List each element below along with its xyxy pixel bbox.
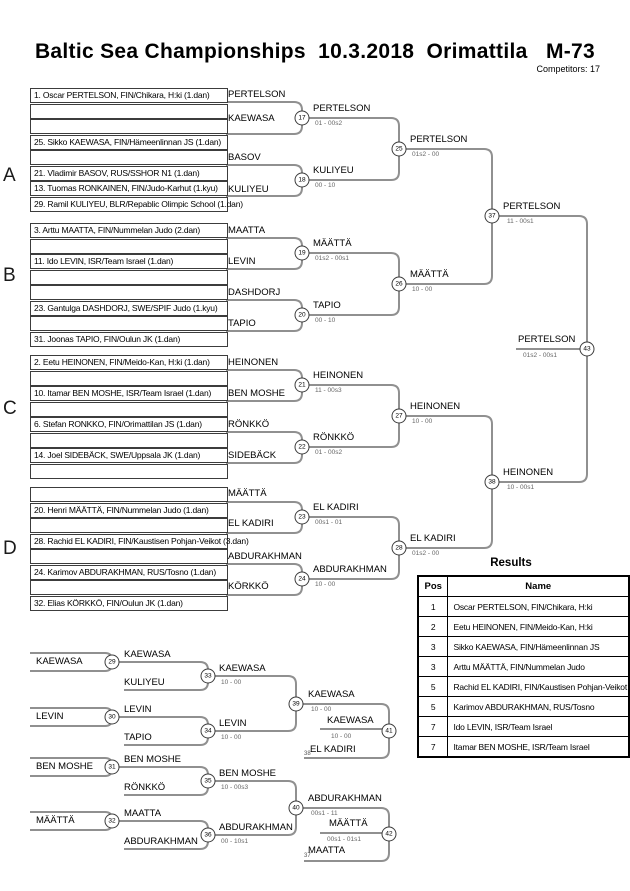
bracket-slot (30, 503, 228, 518)
bracket-slot-empty (30, 487, 228, 502)
match-score: 00 - 10 (315, 317, 336, 324)
match-circle-18 (295, 173, 310, 188)
entry-text: 2. Eetu HEINONEN, FIN/Meido-Kan, H:ki (1.dan) (34, 357, 210, 367)
match-number: 32 (108, 817, 116, 825)
bracket-slot-empty (30, 433, 228, 448)
match-circle-19 (295, 246, 310, 261)
bracket-slot-empty (30, 518, 228, 533)
bracket-slot (30, 254, 228, 269)
match-winner: PERTELSON (410, 134, 468, 145)
result-pos: 1 (418, 597, 448, 617)
bracket-slot (30, 355, 228, 370)
match-circle-29 (105, 655, 120, 670)
result-name: Itamar BEN MOSHE, ISR/Team Israel (448, 737, 629, 758)
match-circle-40 (289, 801, 304, 816)
advancer-label: MÄÄTTÄ (228, 488, 267, 499)
result-name: Arttu MÄÄTTÄ, FIN/Nummelan Judo (448, 657, 629, 677)
match-number: 41 (385, 727, 393, 735)
result-pos: 5 (418, 677, 448, 697)
results-title: Results (490, 557, 532, 569)
match-circle-23 (295, 510, 310, 525)
bracket-slot-empty (30, 150, 228, 165)
match-circle-24 (295, 572, 310, 587)
bracket-slot-empty (30, 270, 228, 285)
bronze-winner: MÄÄTTÄ (329, 818, 368, 829)
section-label-c: C (3, 398, 17, 419)
table-row (418, 637, 629, 657)
match-circle-27 (392, 409, 407, 424)
match-number: 25 (395, 145, 403, 153)
rep-slot: KAEWASA (124, 649, 171, 660)
sf-connector (399, 149, 492, 284)
match-winner: EL KADIRI (313, 502, 359, 513)
match-circle-25 (392, 142, 407, 157)
table-row (418, 677, 629, 697)
match-circle-31 (105, 760, 120, 775)
table-row (418, 597, 629, 617)
match-number: 20 (298, 311, 306, 319)
match-number: 34 (204, 727, 212, 735)
rep-entrant: KAEWASA (36, 656, 83, 667)
match-score: 01 - 00s2 (315, 449, 343, 456)
match-score: 10 - 00 (412, 286, 433, 293)
rep-slot: TAPIO (124, 732, 152, 743)
bracket-slot (30, 596, 228, 611)
entry-text: 13. Tuomas RONKAINEN, FIN/Judo-Karhut (1.kyu) (34, 183, 218, 193)
section-label-b: B (3, 265, 16, 286)
match-circle-39 (289, 697, 304, 712)
match-number: 38 (488, 478, 496, 486)
match-circle-20 (295, 308, 310, 323)
match-winner: RÖNKKÖ (313, 432, 355, 443)
entry-text: 21. Vladimir BASOV, RUS/SSHOR N1 (1.dan) (34, 167, 200, 178)
competitors-count: Competitors: 17 (536, 64, 600, 74)
bracket-slot (30, 181, 228, 196)
advancer-label: MAATTA (228, 225, 266, 236)
bracket-slot (30, 565, 228, 580)
match-winner: PERTELSON (503, 201, 561, 212)
match-circle-38 (485, 475, 500, 490)
bracket-slot (30, 197, 243, 212)
advancer-label: BEN MOSHE (228, 388, 286, 399)
advancer-label: DASHDORJ (228, 287, 281, 298)
section-label-a: A (3, 165, 16, 186)
entry-text: 25. Sikko KAEWASA, FIN/Hämeenlinnan JS (1.dan) (34, 136, 222, 147)
entry-text: 14. Joel SIDEBÄCK, SWE/Uppsala JK (1.dan) (34, 450, 201, 460)
match-circle-35 (201, 774, 216, 789)
entry-text: 23. Gantulga DASHDORJ, SWE/SPIF Judo (1.kyu) (34, 302, 218, 313)
bronze-score: 10 - 00 (331, 733, 352, 740)
bronze-slot: EL KADIRI (310, 744, 356, 755)
match-score: 10 - 00 (315, 581, 336, 588)
rep-winner: ABDURAKHMAN (219, 822, 293, 833)
results-col-name: Name (448, 576, 629, 597)
match-score: 10 - 00s1 (507, 484, 535, 491)
bracket-slot (30, 417, 228, 432)
match-circle-42 (382, 827, 397, 842)
bracket-slot (30, 534, 249, 549)
match-winner: PERTELSON (313, 103, 371, 114)
rep-entrant: LEVIN (36, 711, 64, 722)
rep-slot: BEN MOSHE (124, 754, 182, 765)
rep-entrant: BEN MOSHE (36, 761, 94, 772)
advancer-label: SIDEBÄCK (228, 450, 277, 461)
bracket-slot-empty (30, 371, 228, 386)
entry-text: 6. Stefan RONKKO, FIN/Orimattilan JS (1.dan) (34, 419, 202, 429)
advancer-label: TAPIO (228, 318, 256, 329)
final-winner: PERTELSON (518, 334, 576, 345)
advancer-label: KAEWASA (228, 113, 275, 124)
match-circle-36 (201, 828, 216, 843)
entry-text: 1. Oscar PERTELSON, FIN/Chikara, H:ki (1.dan) (34, 90, 210, 100)
match-winner: MÄÄTTÄ (410, 269, 449, 280)
match-number: 18 (298, 176, 306, 184)
rep-score: 10 - 00 (221, 679, 242, 686)
entry-text: 24. Karimov ABDURAKHMAN, RUS/Tosno (1.dan) (34, 566, 216, 577)
match-circle-21 (295, 378, 310, 393)
match-score: 01s2 - 00 (412, 151, 440, 158)
entry-text: 28. Rachid EL KADIRI, FIN/Kaustisen Pohjan-Veikot (3.dan) (34, 535, 249, 546)
result-pos: 3 (418, 657, 448, 677)
rep-winner: KAEWASA (219, 663, 266, 674)
entry-text: 10. Itamar BEN MOSHE, ISR/Team Israel (1.dan) (34, 388, 212, 398)
match-number: 27 (395, 412, 403, 420)
result-pos: 7 (418, 737, 448, 758)
entry-text: 11. Ido LEVIN, ISR/Team Israel (1.dan) (34, 256, 174, 266)
bracket-slot-empty (30, 285, 228, 300)
bracket-slot-empty (30, 464, 228, 479)
match-score: 01 - 00s2 (315, 120, 343, 127)
match-score: 00 - 10 (315, 182, 336, 189)
match-circle-32 (105, 814, 120, 829)
match-circle-22 (295, 440, 310, 455)
match-number: 30 (108, 713, 116, 721)
bronze-slot: MAATTA (308, 845, 346, 856)
rep-slot: ABDURAKHMAN (124, 836, 198, 847)
table-row (418, 697, 629, 717)
match-score: 11 - 00s3 (315, 387, 342, 394)
match-number: 22 (298, 443, 306, 451)
match-number: 33 (204, 672, 212, 680)
bracket-slot-empty (30, 580, 228, 595)
match-circle-37 (485, 209, 500, 224)
match-number: 21 (298, 381, 306, 389)
match-number: 29 (108, 658, 116, 666)
match-number: 36 (204, 831, 212, 839)
match-winner: HEINONEN (410, 401, 461, 412)
bracket-slot (30, 386, 228, 401)
rep-winner: BEN MOSHE (219, 768, 277, 779)
match-number: 24 (298, 575, 306, 583)
page-title: Baltic Sea Championships 10.3.2018 Orimattila M-73 (34, 40, 596, 63)
rep-score: 10 - 00s3 (221, 784, 249, 791)
sf-connector (399, 416, 492, 548)
result-pos: 5 (418, 697, 448, 717)
bracket-slot-empty (30, 239, 228, 254)
match-number: 35 (204, 777, 212, 785)
match-score: 01s2 - 00 (412, 550, 440, 557)
bracket-slot-empty (30, 119, 228, 134)
entry-text: 29. Ramil KULIYEU, BLR/Repablic Olimpic School (1.dan) (34, 198, 243, 209)
advancer-label: EL KADIRI (228, 518, 274, 529)
match-winner: HEINONEN (503, 467, 554, 478)
bracket-slot (30, 223, 228, 238)
table-row (418, 717, 629, 737)
advancer-label: PERTELSON (228, 89, 286, 100)
match-number: 17 (298, 114, 306, 122)
advancer-label: RÖNKKÖ (228, 419, 270, 430)
rep-score: 00 - 10s1 (221, 838, 249, 845)
bronze-winner: KAEWASA (327, 715, 374, 726)
result-name: Sikko KAEWASA, FIN/Hämeenlinnan JS (448, 637, 629, 657)
entry-text: 3. Arttu MAATTA, FIN/Nummelan Judo (2.dan) (34, 225, 201, 235)
match-circle-41 (382, 724, 397, 739)
match-number: 42 (385, 830, 393, 838)
bronze-score: 00s1 - 01s1 (327, 836, 361, 843)
match-circle-43 (580, 342, 595, 357)
bracket-slot-empty (30, 402, 228, 417)
match-number: 26 (395, 280, 403, 288)
match-winner: ABDURAKHMAN (313, 564, 387, 575)
table-row (418, 617, 629, 637)
result-name: Rachid EL KADIRI, FIN/Kaustisen Pohjan-Veikot (448, 677, 629, 697)
entry-text: 20. Henri MÄÄTTÄ, FIN/Nummelan Judo (1.dan) (34, 504, 209, 515)
bracket-slot-empty (30, 104, 228, 119)
advancer-label: HEINONEN (228, 357, 279, 368)
match-score: 11 - 00s1 (507, 218, 534, 225)
match-circle-26 (392, 277, 407, 292)
advancer-label: KULIYEU (228, 184, 269, 195)
results-col-pos: Pos (418, 576, 448, 597)
match-score: 10 - 00 (412, 418, 433, 425)
match-number: 28 (395, 544, 403, 552)
result-name: Karimov ABDURAKHMAN, RUS/Tosno (448, 697, 629, 717)
match-circle-28 (392, 541, 407, 556)
match-score: 01s2 - 00s1 (315, 255, 349, 262)
table-row (418, 657, 629, 677)
result-name: Eetu HEINONEN, FIN/Meido-Kan, H:ki (448, 617, 629, 637)
match-winner: KULIYEU (313, 165, 354, 176)
match-number: 23 (298, 513, 306, 521)
rep-slot: MAATTA (124, 808, 162, 819)
final-score: 01s2 - 00s1 (523, 352, 557, 359)
results-table (417, 575, 630, 758)
bracket-slot (30, 332, 228, 347)
rep-entrant: MÄÄTTÄ (36, 815, 75, 826)
table-row (418, 737, 629, 758)
match-number: 39 (292, 700, 300, 708)
bracket-slot (30, 448, 228, 463)
bracket-slot (30, 166, 228, 181)
rep-score: 00s1 - 11 (311, 810, 338, 817)
source-match-ref: 38 (304, 751, 311, 757)
match-score: 00s1 - 01 (315, 519, 343, 526)
rep-slot: KULIYEU (124, 677, 165, 688)
result-pos: 3 (418, 637, 448, 657)
section-label-d: D (3, 538, 17, 559)
advancer-label: ABDURAKHMAN (228, 551, 302, 562)
rep-winner: ABDURAKHMAN (308, 793, 382, 804)
match-winner: TAPIO (313, 300, 341, 311)
match-number: 43 (583, 345, 591, 353)
result-pos: 7 (418, 717, 448, 737)
match-number: 19 (298, 249, 306, 257)
rep-slot: LEVIN (124, 704, 152, 715)
bracket-slot-empty (30, 316, 228, 331)
advancer-label: KÖRKKÖ (228, 581, 269, 592)
match-winner: MÄÄTTÄ (313, 238, 352, 249)
result-name: Ido LEVIN, ISR/Team Israel (448, 717, 629, 737)
match-circle-17 (295, 111, 310, 126)
result-name: Oscar PERTELSON, FIN/Chikara, H:ki (448, 597, 629, 617)
match-winner: HEINONEN (313, 370, 364, 381)
entry-text: 31. Joonas TAPIO, FIN/Oulun JK (1.dan) (34, 333, 181, 344)
match-winner: EL KADIRI (410, 533, 456, 544)
entry-text: 32. Elias KÖRKKÖ, FIN/Oulun JK (1.dan) (34, 597, 183, 608)
match-number: 40 (292, 804, 300, 812)
bracket-slot-empty (30, 549, 228, 564)
match-circle-30 (105, 710, 120, 725)
result-pos: 2 (418, 617, 448, 637)
bracket-slot (30, 135, 228, 150)
match-number: 31 (108, 763, 116, 771)
rep-winner: KAEWASA (308, 689, 355, 700)
match-circle-34 (201, 724, 216, 739)
advancer-label: BASOV (228, 152, 261, 163)
match-circle-33 (201, 669, 216, 684)
results-header-row (418, 576, 629, 597)
bracket-slot (30, 301, 228, 316)
match-number: 37 (488, 212, 496, 220)
rep-winner: LEVIN (219, 718, 247, 729)
advancer-label: LEVIN (228, 256, 256, 267)
rep-slot: RÖNKKÖ (124, 782, 166, 793)
rep-score: 10 - 00 (311, 706, 332, 713)
rep-score: 10 - 00 (221, 734, 242, 741)
source-match-ref: 37 (304, 853, 311, 859)
bracket-slot (30, 88, 228, 103)
